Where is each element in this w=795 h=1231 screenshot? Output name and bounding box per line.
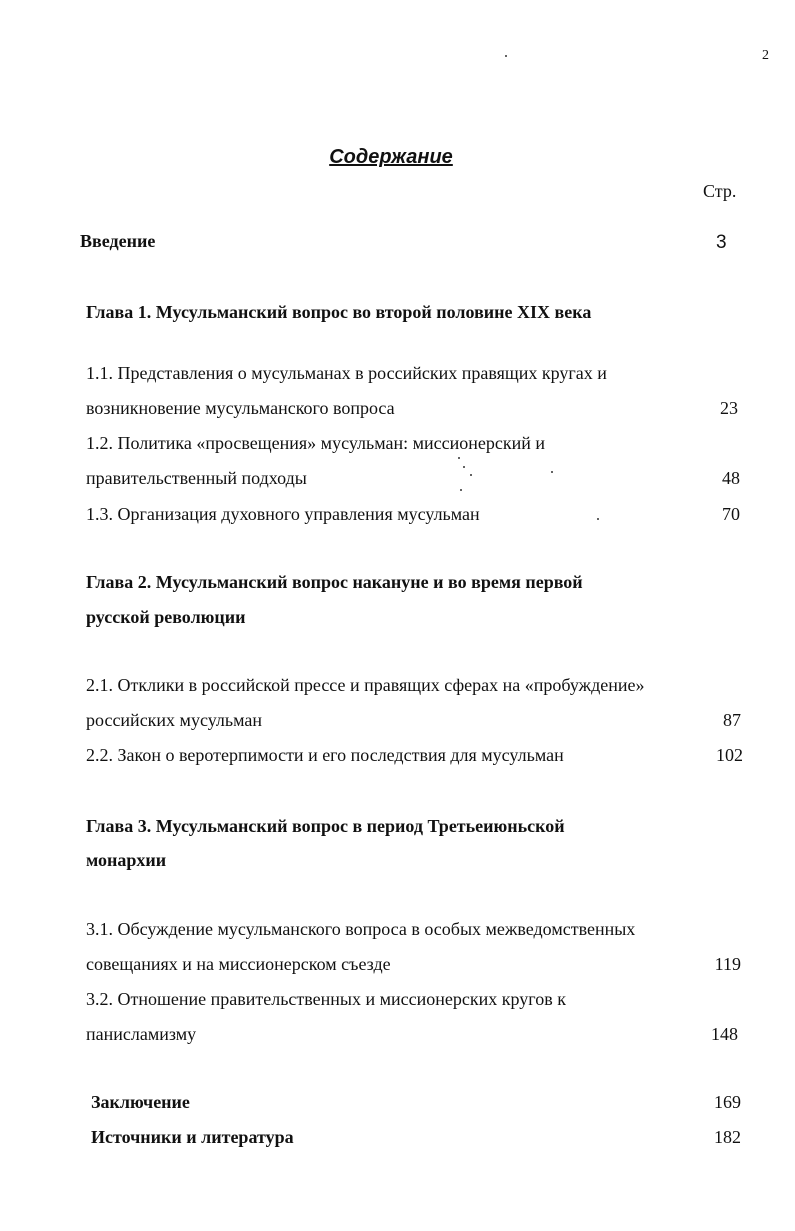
scan-speck <box>505 55 507 57</box>
page-number: 2 <box>762 48 769 63</box>
section-3-1-page: 119 <box>714 954 741 974</box>
section-3-2-page: 148 <box>711 1024 738 1044</box>
toc-sources-page: 182 <box>714 1127 741 1147</box>
section-1-2-page: 48 <box>722 468 740 488</box>
toc-intro-page: 3 <box>716 232 727 253</box>
chapter-2-title-line-1: Глава 2. Мусульманский вопрос накануне и во время первой <box>86 572 583 592</box>
section-2-1-page: 87 <box>723 710 741 730</box>
section-2-1-line-1: 2.1. Отклики в российской прессе и правящих сферах на «пробуждение» <box>86 675 645 695</box>
section-1-1-line-1: 1.1. Представления о мусульманах в российских правящих кругах и <box>86 363 607 383</box>
chapter-1-title: Глава 1. Мусульманский вопрос во второй половине XIX века <box>86 302 592 322</box>
section-1-1-page: 23 <box>720 398 738 418</box>
section-1-1-line-2: возникновение мусульманского вопроса <box>86 398 395 418</box>
section-2-1-line-2: российских мусульман <box>86 710 262 730</box>
section-3-1-line-1: 3.1. Обсуждение мусульманского вопроса в особых межведомственных <box>86 919 636 939</box>
section-1-3-page: 70 <box>722 504 740 524</box>
section-3-2-line-2: панисламизму <box>86 1024 197 1044</box>
section-1-2-line-2: правительственный подходы <box>86 468 307 488</box>
toc-conclusion-label: Заключение <box>91 1092 190 1112</box>
section-2-2-page: 102 <box>716 745 743 765</box>
section-1-2-line-1: 1.2. Политика «просвещения» мусульман: миссионерский и <box>86 433 546 453</box>
page-title: Содержание <box>329 146 453 168</box>
scan-speck <box>463 466 465 468</box>
scan-speck <box>458 457 460 459</box>
section-1-3-line-1: 1.3. Организация духовного управления мусульман <box>86 504 480 524</box>
toc-intro-label: Введение <box>80 231 156 251</box>
toc-sources-label: Источники и литература <box>91 1127 294 1147</box>
chapter-3-title-line-2: монархии <box>86 850 167 870</box>
scan-speck <box>470 474 472 476</box>
section-3-2-line-1: 3.2. Отношение правительственных и миссионерских кругов к <box>86 989 566 1009</box>
section-2-2-line-1: 2.2. Закон о веротерпимости и его последствия для мусульман <box>86 745 564 765</box>
scan-speck <box>597 518 599 520</box>
scan-speck <box>551 471 553 473</box>
section-3-1-line-2: совещаниях и на миссионерском съезде <box>86 954 391 974</box>
toc-conclusion-page: 169 <box>714 1092 741 1112</box>
page-column-label: Стр. <box>703 181 737 201</box>
scan-speck <box>460 489 462 491</box>
chapter-2-title-line-2: русской революции <box>86 607 246 627</box>
chapter-3-title-line-1: Глава 3. Мусульманский вопрос в период Третьеиюньской <box>86 816 565 836</box>
